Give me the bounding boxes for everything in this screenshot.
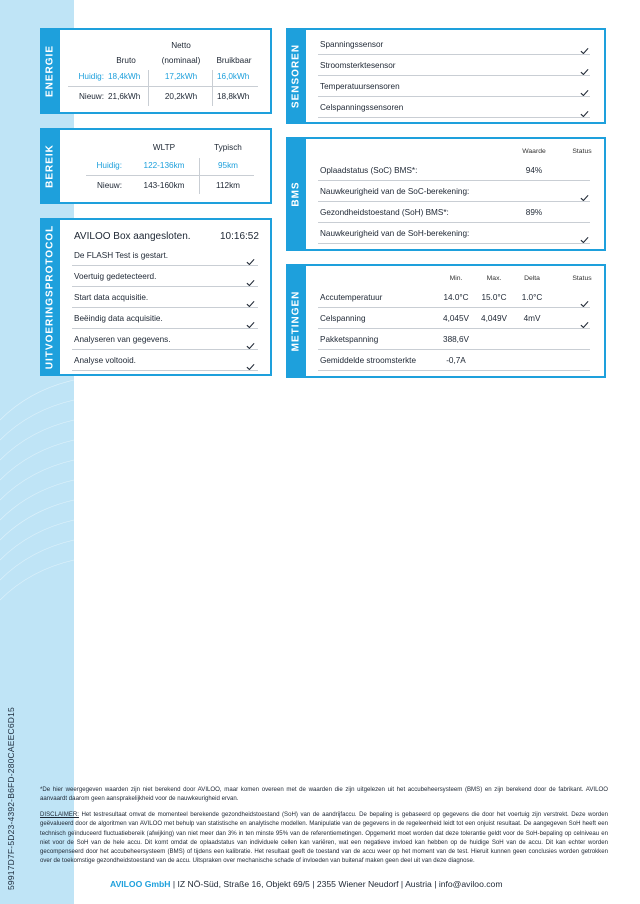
bms-value: 89% [525, 208, 543, 217]
protocol-step: De FLASH Test is gestart. [74, 251, 169, 260]
col-max: Max. [486, 275, 502, 282]
disclaimer-label: DISCLAIMER: [40, 811, 79, 818]
protocol-step: Beëindig data acquisitie. [74, 314, 163, 323]
col-delta: Delta [524, 275, 540, 282]
row-divider [72, 328, 258, 329]
protocol-step: Analyse voltooid. [74, 356, 136, 365]
row-divider [318, 328, 590, 329]
energie-tab: ENERGIE [40, 28, 60, 114]
meting-label: Gemiddelde stroomsterkte [320, 356, 417, 365]
protocol-card [40, 218, 272, 376]
sensoren-card [286, 28, 606, 124]
col-status: Status [572, 275, 592, 282]
meting-label: Pakketspanning [320, 335, 379, 344]
protocol-time: 10:16:52 [220, 231, 259, 242]
row-divider [318, 54, 590, 55]
col-min: Min. [449, 275, 463, 282]
col-netto: Netto [171, 41, 191, 50]
document-id: 59917D7F-5D23-4392-B6FD-280CAEEC6D15 [6, 707, 16, 890]
check-icon [580, 105, 589, 113]
row-divider [318, 349, 590, 350]
row-divider [318, 75, 590, 76]
row-divider [72, 370, 258, 371]
row-nieuw-label: Nieuw: [78, 92, 104, 101]
meting-label: Celspanning [320, 314, 366, 323]
col-status: Status [572, 148, 592, 155]
footer-city: 2355 Wiener Neudorf [316, 879, 399, 889]
footer-country: Austria [405, 879, 432, 889]
meting-min: -0,7A [446, 356, 466, 365]
meting-max: 4,049V [481, 314, 507, 323]
col-waarde: Waarde [522, 148, 546, 155]
check-icon [580, 63, 589, 71]
check-icon [580, 295, 589, 303]
sensor-name: Stroomsterktesensor [320, 61, 396, 70]
col-bruto: Bruto [116, 56, 136, 65]
row-divider [318, 96, 590, 97]
metingen-tab: METINGEN [286, 264, 306, 378]
check-icon [246, 337, 255, 345]
energie-huidig-bruikbaar: 16,0kWh [217, 72, 250, 81]
meting-label: Accutemperatuur [320, 293, 383, 302]
meting-min: 14.0°C [443, 293, 469, 302]
row-divider [318, 117, 590, 118]
check-icon [246, 295, 255, 303]
check-icon [246, 274, 255, 282]
protocol-step: Voertuig gedetecteerd. [74, 272, 157, 281]
bereik-tab: BEREIK [40, 128, 60, 204]
col-netto-sub: (nominaal) [161, 56, 201, 65]
check-icon [246, 253, 255, 261]
energie-nieuw-bruto: 21,6kWh [108, 92, 141, 101]
bereik-nieuw-label: Nieuw: [96, 181, 122, 190]
check-icon [246, 358, 255, 366]
bereik-card [40, 128, 272, 204]
col-bruikbaar: Bruikbaar [216, 56, 252, 65]
footer-company: AVILOO GmbH [110, 879, 171, 889]
row-divider [318, 222, 590, 223]
metingen-card [286, 264, 606, 378]
protocol-title: AVILOO Box aangesloten. [74, 231, 191, 242]
row-divider [72, 265, 258, 266]
check-icon [246, 316, 255, 324]
col-typisch: Typisch [214, 143, 242, 152]
check-icon [580, 231, 589, 239]
meting-delta: 4mV [523, 314, 541, 323]
sensor-name: Celspanningssensoren [320, 103, 404, 112]
col-wltp: WLTP [152, 143, 176, 152]
meting-min: 388,6V [443, 335, 469, 344]
bms-label: Oplaadstatus (SoC) BMS*: [320, 166, 418, 175]
row-divider [72, 286, 258, 287]
row-divider [318, 307, 590, 308]
row-divider [318, 201, 590, 202]
row-divider [318, 370, 590, 371]
check-icon [580, 84, 589, 92]
energie-nieuw-bruikbaar: 18,8kWh [217, 92, 250, 101]
bms-label: Gezondheidstoestand (SoH) BMS*: [320, 208, 449, 217]
energie-huidig-bruto: 18,4kWh [108, 72, 141, 81]
energie-nieuw-netto: 20,2kWh [164, 92, 198, 101]
meting-min: 4,045V [443, 314, 469, 323]
bms-tab: BMS [286, 137, 306, 251]
check-icon [580, 42, 589, 50]
meting-delta: 1.0°C [521, 293, 543, 302]
footnote: *De hier weergegeven waarden zijn niet berekend door AVILOO, maar komen overeen met de waarden die zijn uitgelezen uit het accubeheersysteem (BMS) en zijn berekend door de fabrikant. AVILOO aanvaardt daarom geen aansprakelijkheid voor de nauwkeurigheid ervan. [40, 786, 608, 803]
row-huidig-label: Huidig: [78, 72, 104, 81]
protocol-step: Analyseren van gegevens. [74, 335, 171, 344]
energie-card [40, 28, 272, 114]
sensor-name: Spanningssensor [320, 40, 384, 49]
sensoren-tab: SENSOREN [286, 28, 306, 124]
footer-email[interactable]: info@aviloo.com [438, 879, 503, 889]
row-divider [72, 307, 258, 308]
row-divider [318, 180, 590, 181]
bereik-huidig-wltp: 122-136km [143, 161, 185, 170]
row-divider [318, 243, 590, 244]
bereik-huidig-label: Huidig: [96, 161, 122, 170]
check-icon [580, 189, 589, 197]
footer-address: IZ NÖ-Süd, Straße 16, Objekt 69/5 [177, 879, 310, 889]
bms-card [286, 137, 606, 251]
disclaimer [40, 810, 608, 866]
protocol-tab: UITVOERINGSPROTOCOL [40, 218, 60, 376]
bereik-nieuw-wltp: 143-160km [143, 181, 185, 190]
meting-max: 15.0°C [481, 293, 507, 302]
bereik-nieuw-typisch: 112km [216, 181, 240, 190]
bms-label: Nauwkeurigheid van de SoC-berekening: [320, 187, 470, 196]
bms-label: Nauwkeurigheid van de SoH-berekening: [320, 229, 470, 238]
footer: AVILOO GmbH | IZ NÖ-Süd, Straße 16, Objekt 69/5 | 2355 Wiener Neudorf | Austria | info@aviloo.com [110, 879, 503, 889]
sensor-name: Temperatuursensoren [320, 82, 400, 91]
check-icon [580, 316, 589, 324]
bms-value: 94% [525, 166, 543, 175]
bereik-huidig-typisch: 95km [217, 161, 239, 170]
energie-huidig-netto: 17,2kWh [164, 72, 198, 81]
row-divider [72, 349, 258, 350]
protocol-step: Start data acquisitie. [74, 293, 149, 302]
disclaimer-text: Het testresultaat omvat de momenteel berekende gezondheidstoestand (SoH) van de aandrijfaccu. De bepaling is gebaseerd op gegevens die door het voertuig zijn verstrekt. Deze worden geëvalueerd door de algoritmen van AVILOO met behulp van statistische en analytische modellen. Manipulatie van de gegevens in de regeleenheid leidt tot een onjuist resultaat. De aangegeven SoH heeft een technisch geïnduceerd fluctuatiebereik (afwijking) van niet meer dan 3% in ten minste 95% van de referentiemetingen. Opgemerkt moet worden dat deze tolerantie geldt voor de SoH-bepaling op celniveau en niet voor de SoH van de hele accu. Dit komt omdat de oplaadstatus van individuele cellen kan variëren, wat een negatieve invloed kan hebben op de huidige SoH van de accu. Dit kan echter worden gecompenseerd door het accubeheersysteem (BMS) of tijdens een kalibratie. Het resultaat geeft de toestand van de accu weer op het moment van de test. Hieruit kunnen geen conclusies worden getrokken over de toekomstige gezondheidstoestand van de accu. Uitspraken over mechanische schade of invloeden van buitenaf maken geen deel uit van deze diagnose. [40, 811, 608, 865]
